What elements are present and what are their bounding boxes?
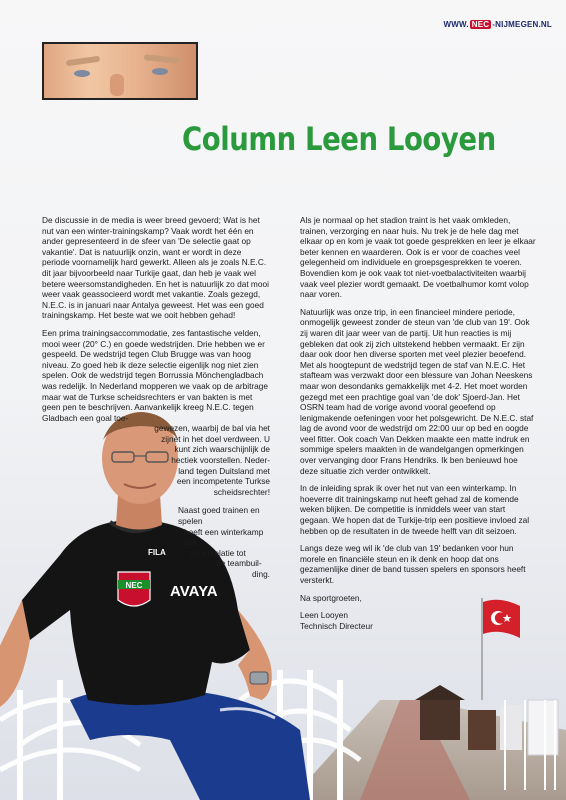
paragraph: Natuurlijk was onze trip, in een financieel mindere periode, onmogelijk geweest zonder de steun van 'de club van 19'. Ook zij waren dit jaar weer van de partij. Uit hun reacties is mij gebleken dat ook zij zich uitstekend hebben vermaakt. Er zijn daar ook door hen diverse sporten met veel plezier beoefend. Met als hoogtepunt de wedstrijd tegen de staf van N.E.C. Het stafteam was verzwakt door een blessure van Johan Neeskens maar won desondanks gemakkelijk met 4-2. Het moet worden gezegd met een prachtige goal van 'de dok' Sjoerd-Jan. Het OSRN team had de vorige avond vooral geoefend op lenigmakende oefeningen voor het polsgewricht. De N.E.C. staf lag de avond voor de wedstrijd om 22:00 uur op bed en oogde veel fitter. Ook coach Van Dekken maakte een matte indruk en sommige spelers maakten in de wandelgangen opmerkingen over vervanging door Frans Hendriks. Ik ben benieuwd hoe deze situatie zich verder ontwikkelt. (300, 306, 534, 476)
signature-name: Leen Looyen (300, 610, 348, 621)
text-line: de teambuil- (216, 558, 262, 569)
text-line: land tegen Duitsland met (178, 465, 270, 476)
article-column-left (42, 215, 270, 580)
shirt-nec-text: NEC (125, 581, 143, 590)
text-line: heeft een winterkamp ook (184, 526, 264, 548)
text-line: ding. (252, 569, 270, 579)
paragraph: De discussie in de media is weer breed gevoerd; Wat is het nut van een winter-trainingskamp? Vaak wordt het één en ander gepresenteerd in de sfeer van 'De selectie gaat op vakantie'. Dat is natuurlijk onzin, want er wordt in deze periode voornamelijk hard gewerkt. Alleen als je zoals N.E.C. dit jaar bijvoorbeeld naar Turkije gaat, dan heb je vaak wel betere weersomstandigheden. En het is natuurlijk zo dat mooi weer vaak geassocieerd wordt met vakantie. Zoals gezegd, N.E.C. is in januari naar Antalya geweest. Het was een goed trainingskamp. Het beste wat we ooit hebben gehad! (42, 215, 269, 321)
closing: Na sportgroeten, (300, 592, 362, 603)
wrapped-text-block-2 (42, 505, 270, 579)
author-eyes-photo (42, 42, 198, 100)
text-line: hectiek voorstellen. Neder- (171, 455, 270, 466)
text-line: zijnet in het doel verdween. U (161, 433, 270, 444)
shirt-avaya-text: AVAYA (170, 583, 218, 600)
article-column-right (300, 215, 536, 631)
paragraph: Een prima trainingsaccommodatie, zes fantastische velden, mooi weer (20° C.) en goede wedstrijden. Drie hebben we er gespeeld. De wedstrijd tegen Club Brugge was van hoog niveau. Zo goed heb ik deze selectie eigenlijk nog niet zien spelen. Ook de wedstrijd tegen Borrussia Mönchengladbach was redelijk. In Nederland mopperen we vaak op de arbitrage maar wat de Turkse scheidsrechters er van bakten is met geen pen te beschrijven. Aanvankelijk kreeg N.E.C. tegen Gladbach een goal toe- (42, 327, 268, 423)
url-suffix: -NIJMEGEN.NL (492, 20, 552, 29)
website-url[interactable] (444, 20, 552, 29)
paragraph: Als je normaal op het stadion traint is het vaak omkleden, trainen, verzorging en naar huis. Nu trek je de hele dag met elkaar op en kom je vaak tot goede gesprekken en leer je elkaar beter kennen en waarderen. Ook is er voor de coaches veel gelegenheid om individuele en groepsgesprekken te voeren. Bovendien kom je ook vaak tot niet-voetbalactiviteiten waarbij vaak veel plezier wordt gemaakt. De voetbalhumor komt volop naar voren. (300, 215, 536, 300)
page-title: Column Leen Looyen (182, 120, 496, 158)
text-line: een incompetente Turkse (176, 476, 270, 487)
shirt-fila-text: FILA (148, 548, 166, 557)
text-line: zin in relatie tot (190, 547, 246, 558)
paragraph: Langs deze weg wil ik 'de club van 19' bedanken voor hun morele en financiële steun en ik denk en hoop dat ons gezamenlijke diner de band tussen spelers en sponsors heeft versterkt. (300, 543, 526, 585)
text-line: kunt zich waarschijnlijk de (174, 444, 270, 455)
wrapped-text-block (42, 423, 270, 497)
signature (300, 610, 536, 631)
url-prefix: WWW. (443, 20, 469, 29)
text-line: Naast goed trainen en spelen (178, 505, 260, 527)
paragraph: In de inleiding sprak ik over het nut van een winterkamp. In hoeverre dit trainingskamp nut heeft gehad zal de komende weken blijken. De competitie is inmiddels weer van start gegaan. We hopen dat de Turkije-trip een positieve invloed zal hebben op de resultaten in de tweede helft van dit seizoen. (300, 483, 530, 536)
text-line: scheidsrechter! (213, 486, 270, 497)
nec-logo-mark: NEC (471, 20, 490, 29)
signature-role: Technisch Directeur (300, 620, 373, 631)
text-line: gewezen, waarbij de bal via het (154, 423, 270, 434)
